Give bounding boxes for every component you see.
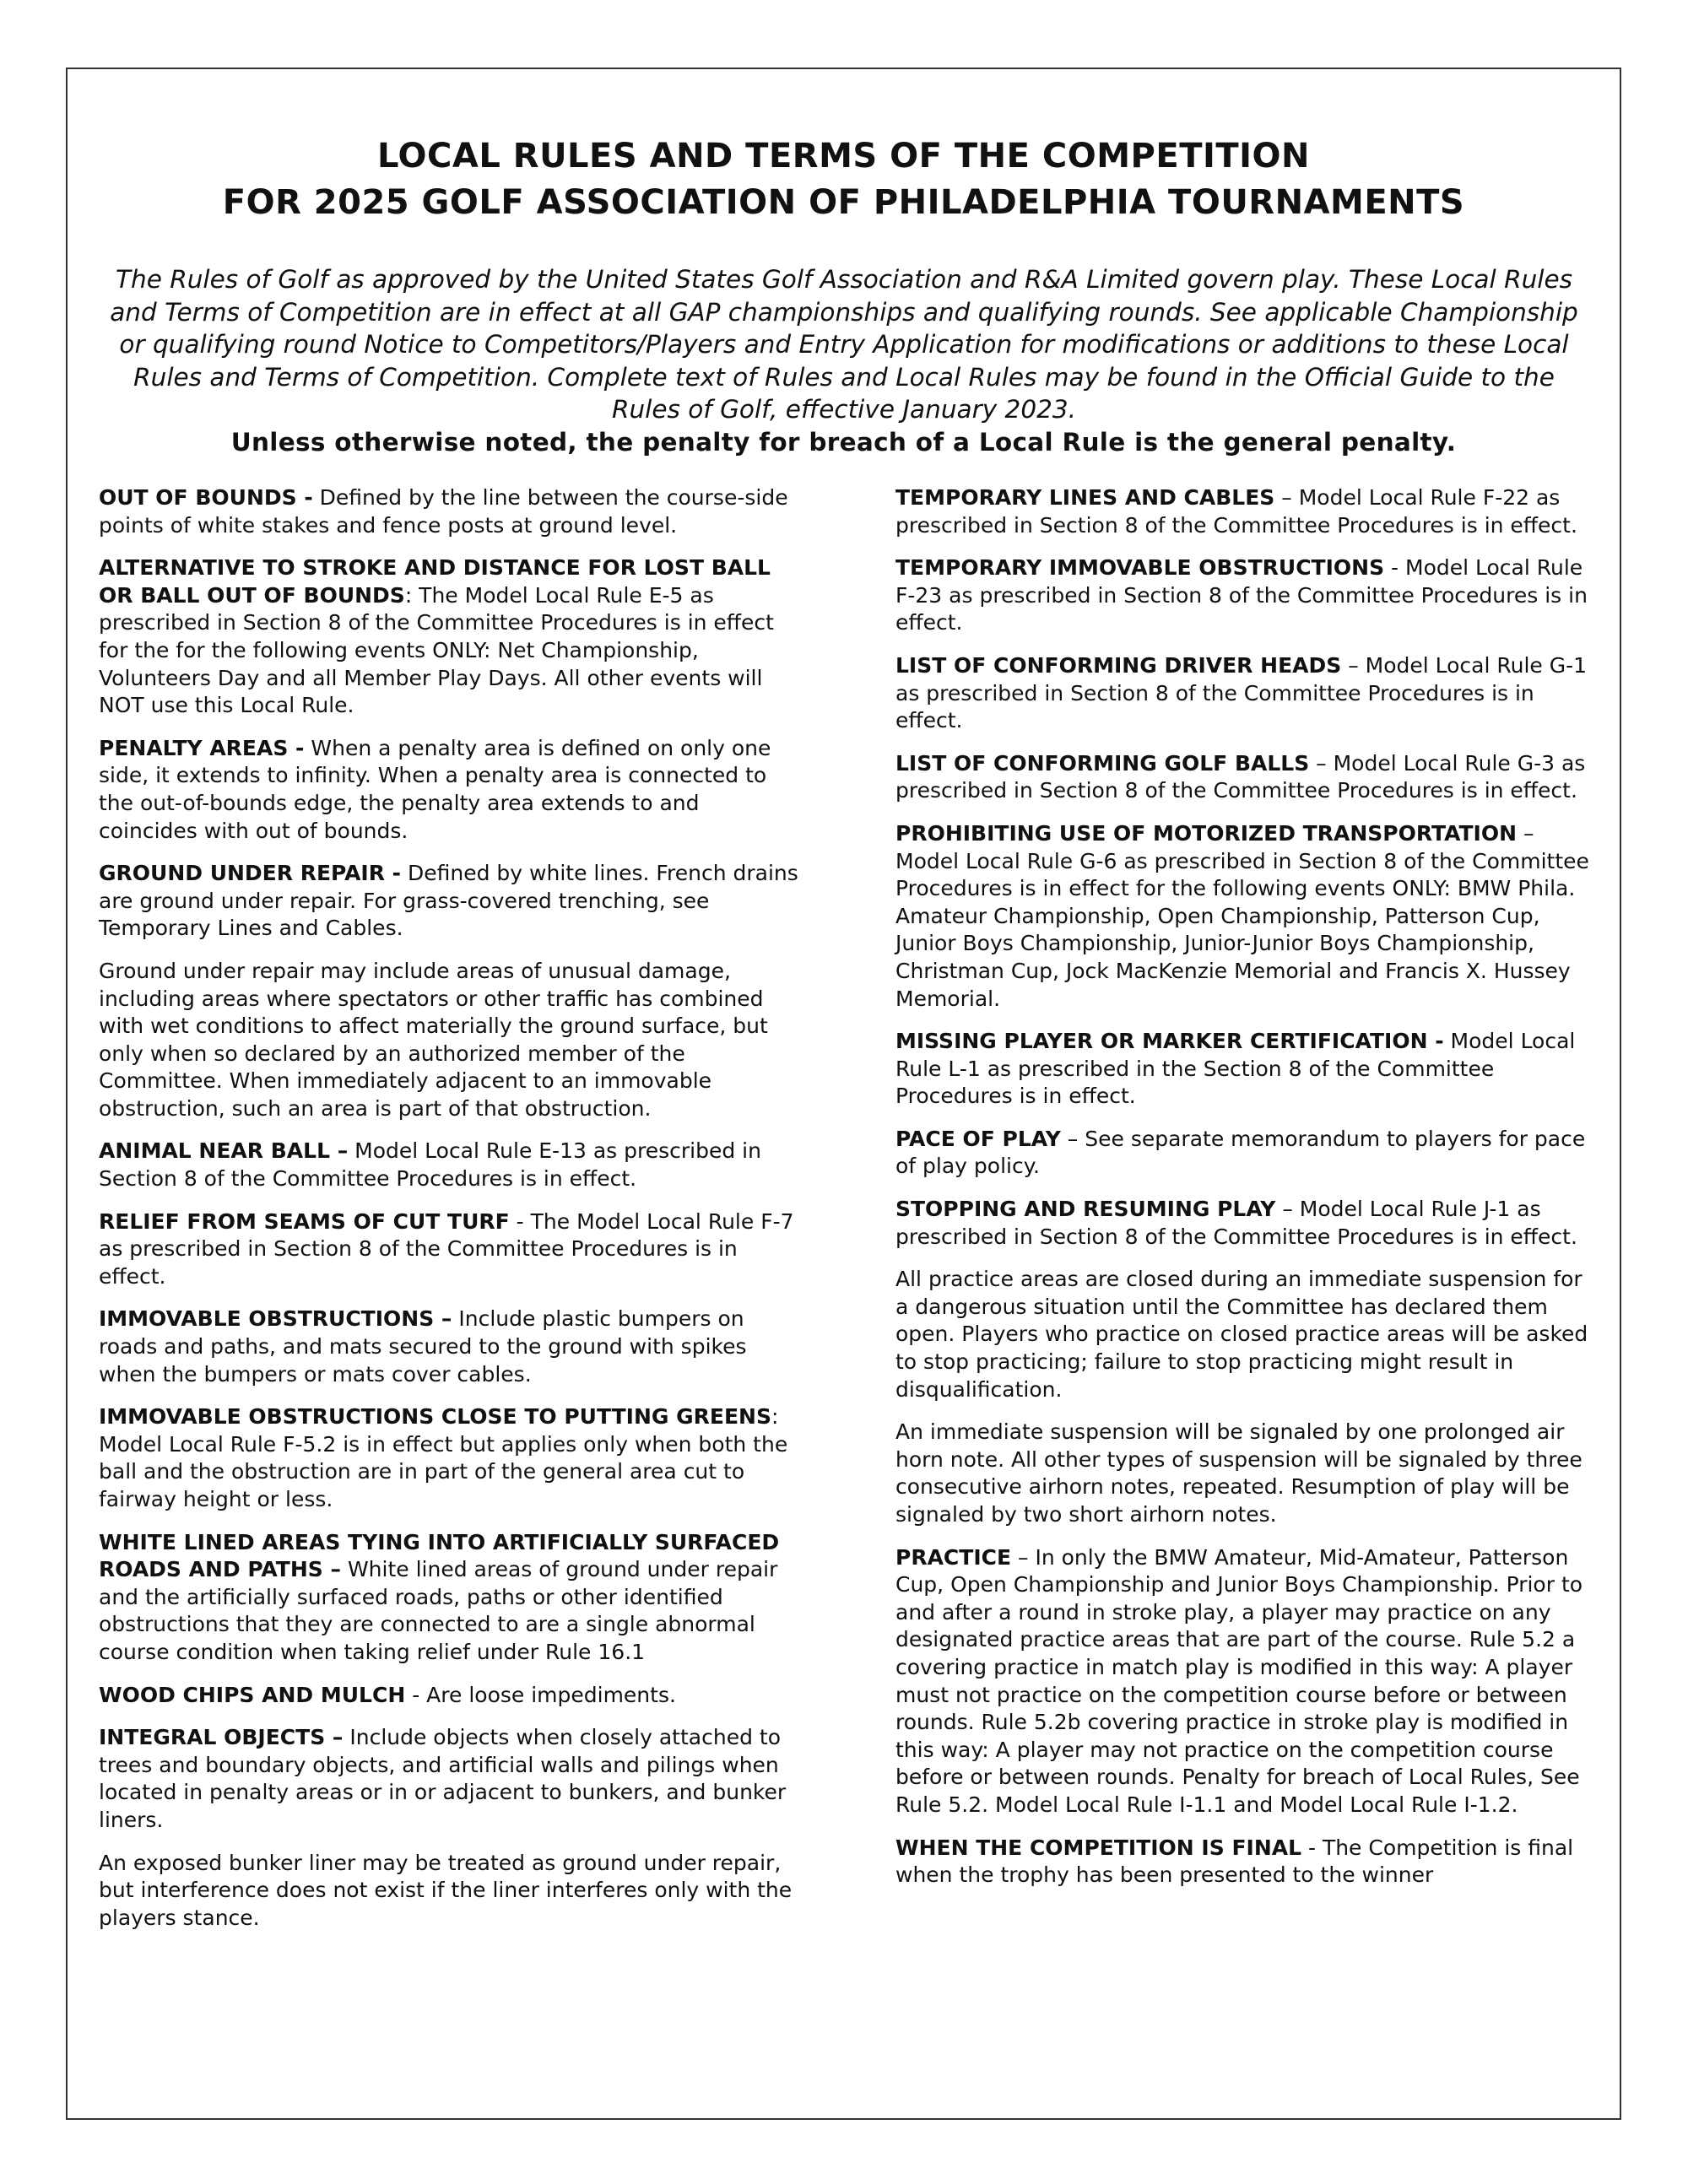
rule-body: – In only the BMW Amateur, Mid-Amateur, Patterson Cup, Open Championship and Junior Boys Championship. Prior to and after a round in stroke play, a player may practice on any designated practice areas that are part of the course. Rule 5.2 a covering practice in match play is modified in this way: A player must not practice on the competition course before or between rounds. Rule 5.2b covering practice in stroke play is modified in this way: A player may not practice on the competition course before or between rounds. Penalty for breach of Local Rules, See Rule 5.2. Model Local Rule I-1.1 and Model Local Rule I-1.2. xyxy=(895,1544,1583,1817)
rule-body: All practice areas are closed during an immediate suspension for a dangerous situation until the Committee has declared them open. Players who practice on closed practice areas will be asked to stop practicing; failure to stop practicing might result in disqualification. xyxy=(895,1267,1588,1402)
rule-heading: WOOD CHIPS AND MULCH xyxy=(99,1682,406,1707)
rule-body: Model Local Rule L-1 as prescribed in the Section 8 of the Committee Procedures is in effect. xyxy=(895,1029,1576,1109)
rule-section xyxy=(99,1850,803,1933)
title-line-1: LOCAL RULES AND TERMS OF THE COMPETITION xyxy=(376,137,1311,176)
rule-heading: IMMOVABLE OBSTRUCTIONS – xyxy=(99,1306,452,1332)
rule-body: When a penalty area is defined on only one side, it extends to infinity. When a penalty area is connected to the out-of-bounds edge, the penalty area extends to and coincides with out of bounds. xyxy=(99,735,771,843)
rule-heading: LIST OF CONFORMING DRIVER HEADS xyxy=(895,652,1342,678)
rule-body: Model Local Rule E-13 as prescribed in Section 8 of the Committee Procedures is in effect. xyxy=(99,1138,761,1192)
rule-section xyxy=(895,1028,1600,1111)
rule-section xyxy=(895,1419,1600,1528)
rule-body: - Are loose impediments. xyxy=(405,1682,676,1707)
rule-section xyxy=(895,1266,1600,1403)
rule-section xyxy=(99,1724,803,1834)
rule-heading: STOPPING AND RESUMING PLAY xyxy=(895,1197,1276,1222)
rule-body: - The Competition is final when the trophy has been presented to the winner xyxy=(895,1835,1574,1888)
intro-paragraph: The Rules of Golf as approved by the United States Golf Association and R&A Limited govern play. These Local Rules and Terms of Competition are in effect at all GAP championships and qualifying rounds. See applicable Championship or qualifying round Notice to Competitors/Players and Entry Application for modifications or additions to these Local Rules and Terms of Competition. Complete text of Rules and Local Rules may be found in the Official Guide to the Rules of Golf, effective January 2023. xyxy=(110,265,1578,424)
rule-section xyxy=(99,484,803,539)
rule-body: An exposed bunker liner may be treated as ground under repair, but interference does not exist if the liner interferes only with the players stance. xyxy=(99,1850,793,1930)
rule-body: White lined areas of ground under repair and the artificially surfaced roads, paths or other identified obstructions that they are connected to are a single abnormal course condition when taking relief under Rule 16.1 xyxy=(99,1557,778,1664)
rule-heading: INTEGRAL OBJECTS – xyxy=(99,1725,344,1750)
rule-heading: OUT OF BOUNDS - xyxy=(99,485,313,510)
rule-heading: ANIMAL NEAR BALL – xyxy=(99,1138,349,1164)
rule-section xyxy=(99,1403,803,1513)
rule-section xyxy=(895,1126,1600,1181)
rule-heading: PRACTICE xyxy=(895,1544,1012,1570)
rule-heading: TEMPORARY LINES AND CABLES xyxy=(895,485,1275,510)
rule-section xyxy=(99,1306,803,1388)
rule-body: – Model Local Rule J-1 as prescribed in Section 8 of the Committee Procedures is in effect. xyxy=(895,1197,1577,1249)
rule-section xyxy=(99,1529,803,1667)
rule-section xyxy=(895,1196,1600,1251)
rule-heading: WHEN THE COMPETITION IS FINAL xyxy=(895,1835,1302,1860)
right-column xyxy=(895,484,1600,1905)
rule-section xyxy=(99,735,803,845)
rule-heading: PENALTY AREAS - xyxy=(99,735,305,760)
rule-body: Include plastic bumpers on roads and paths, and mats secured to the ground with spikes when the bumpers or mats cover cables. xyxy=(99,1306,747,1387)
rule-heading: ALTERNATIVE TO STROKE AND DISTANCE FOR LOST BALL OR BALL OUT OF BOUNDS xyxy=(99,555,771,608)
rule-section xyxy=(99,554,803,720)
rule-section xyxy=(99,1682,803,1710)
rule-section xyxy=(99,860,803,943)
rule-heading: TEMPORARY IMMOVABLE OBSTRUCTIONS xyxy=(895,555,1385,581)
rule-section xyxy=(895,484,1600,539)
rule-section xyxy=(895,554,1600,637)
rule-body: – Model Local Rule G-1 as prescribed in Section 8 of the Committee Procedures is in effect. xyxy=(895,652,1588,733)
rule-heading: MISSING PLAYER OR MARKER CERTIFICATION - xyxy=(895,1029,1444,1054)
rule-body: : Model Local Rule F-5.2 is in effect but applies only when both the ball and the obstruction are in part of the general area cut to fairway height or less. xyxy=(99,1404,788,1511)
rule-heading: WHITE LINED AREAS TYING INTO ARTIFICIALLY SURFACED ROADS AND PATHS – xyxy=(99,1529,780,1582)
rule-body: Defined by the line between the course-side points of white stakes and fence posts at ground level. xyxy=(99,485,788,538)
rule-section xyxy=(99,958,803,1123)
rule-body: Ground under repair may include areas of unusual damage, including areas where spectators or other traffic has combined with wet conditions to affect materially the ground surface, but only when so declared by an authorized member of the Committee. When immediately adjacent to an immovable obstruction, such an area is part of that obstruction. xyxy=(99,958,768,1121)
rule-body: – See separate memorandum to players for pace of play policy. xyxy=(895,1126,1586,1179)
rule-body: An immediate suspension will be signaled by one prolonged air horn note. All other types of suspension will be signaled by three consecutive airhorn notes, repeated. Resumption of play will be signaled by two short airhorn notes. xyxy=(895,1419,1582,1527)
rule-body: – Model Local Rule G-3 as prescribed in Section 8 of the Committee Procedures is in effect. xyxy=(895,750,1586,803)
left-column xyxy=(99,484,803,1947)
rule-heading: RELIEF FROM SEAMS OF CUT TURF xyxy=(99,1208,510,1234)
document-title xyxy=(66,133,1621,226)
rule-section xyxy=(99,1208,803,1291)
rule-heading: LIST OF CONFORMING GOLF BALLS xyxy=(895,750,1310,776)
rule-body: – Model Local Rule F-22 as prescribed in Section 8 of the Committee Procedures is in effect. xyxy=(895,485,1577,538)
rule-section xyxy=(895,1835,1600,1889)
rule-heading: IMMOVABLE OBSTRUCTIONS CLOSE TO PUTTING GREENS xyxy=(99,1404,771,1430)
rule-body: Defined by white lines. French drains are ground under repair. For grass-covered trenching, see Temporary Lines and Cables. xyxy=(99,861,798,941)
rule-section xyxy=(99,1138,803,1192)
rule-heading: PACE OF PLAY xyxy=(895,1126,1061,1151)
rule-section xyxy=(895,820,1600,1013)
rule-body: - The Model Local Rule F-7 as prescribed in Section 8 of the Committee Procedures is in effect. xyxy=(99,1208,794,1289)
rule-body: – Model Local Rule G-6 as prescribed in Section 8 of the Committee Procedures is in effect for the following events ONLY: BMW Phila. Amateur Championship, Open Championship, Patterson Cup, Junior Boys Championship, Junior-Junior Boys Championship, Christman Cup, Jock MacKenzie Memorial and Francis X. Hussey Memorial. xyxy=(895,820,1589,1011)
rule-heading: PROHIBITING USE OF MOTORIZED TRANSPORTATION xyxy=(895,820,1518,846)
rule-body: - Model Local Rule F-23 as prescribed in Section 8 of the Committee Procedures is in effect. xyxy=(895,555,1588,635)
penalty-notice: Unless otherwise noted, the penalty for breach of a Local Rule is the general penalty. xyxy=(230,428,1457,457)
rule-body: : The Model Local Rule E-5 as prescribed in Section 8 of the Committee Procedures is in effect for the for the following events ONLY: Net Championship, Volunteers Day and all Member Play Days. All other events will NOT use this Local Rule. xyxy=(99,582,774,718)
rule-body: Include objects when closely attached to trees and boundary objects, and artificial walls and pilings when located in penalty areas or in or adjacent to bunkers, and bunker liners. xyxy=(99,1725,787,1832)
rule-section xyxy=(895,750,1600,805)
rule-section xyxy=(895,652,1600,735)
rule-section xyxy=(895,1544,1600,1819)
rule-heading: GROUND UNDER REPAIR - xyxy=(99,861,402,886)
title-line-2: FOR 2025 GOLF ASSOCIATION OF PHILADELPHIA TOURNAMENTS xyxy=(222,183,1465,222)
